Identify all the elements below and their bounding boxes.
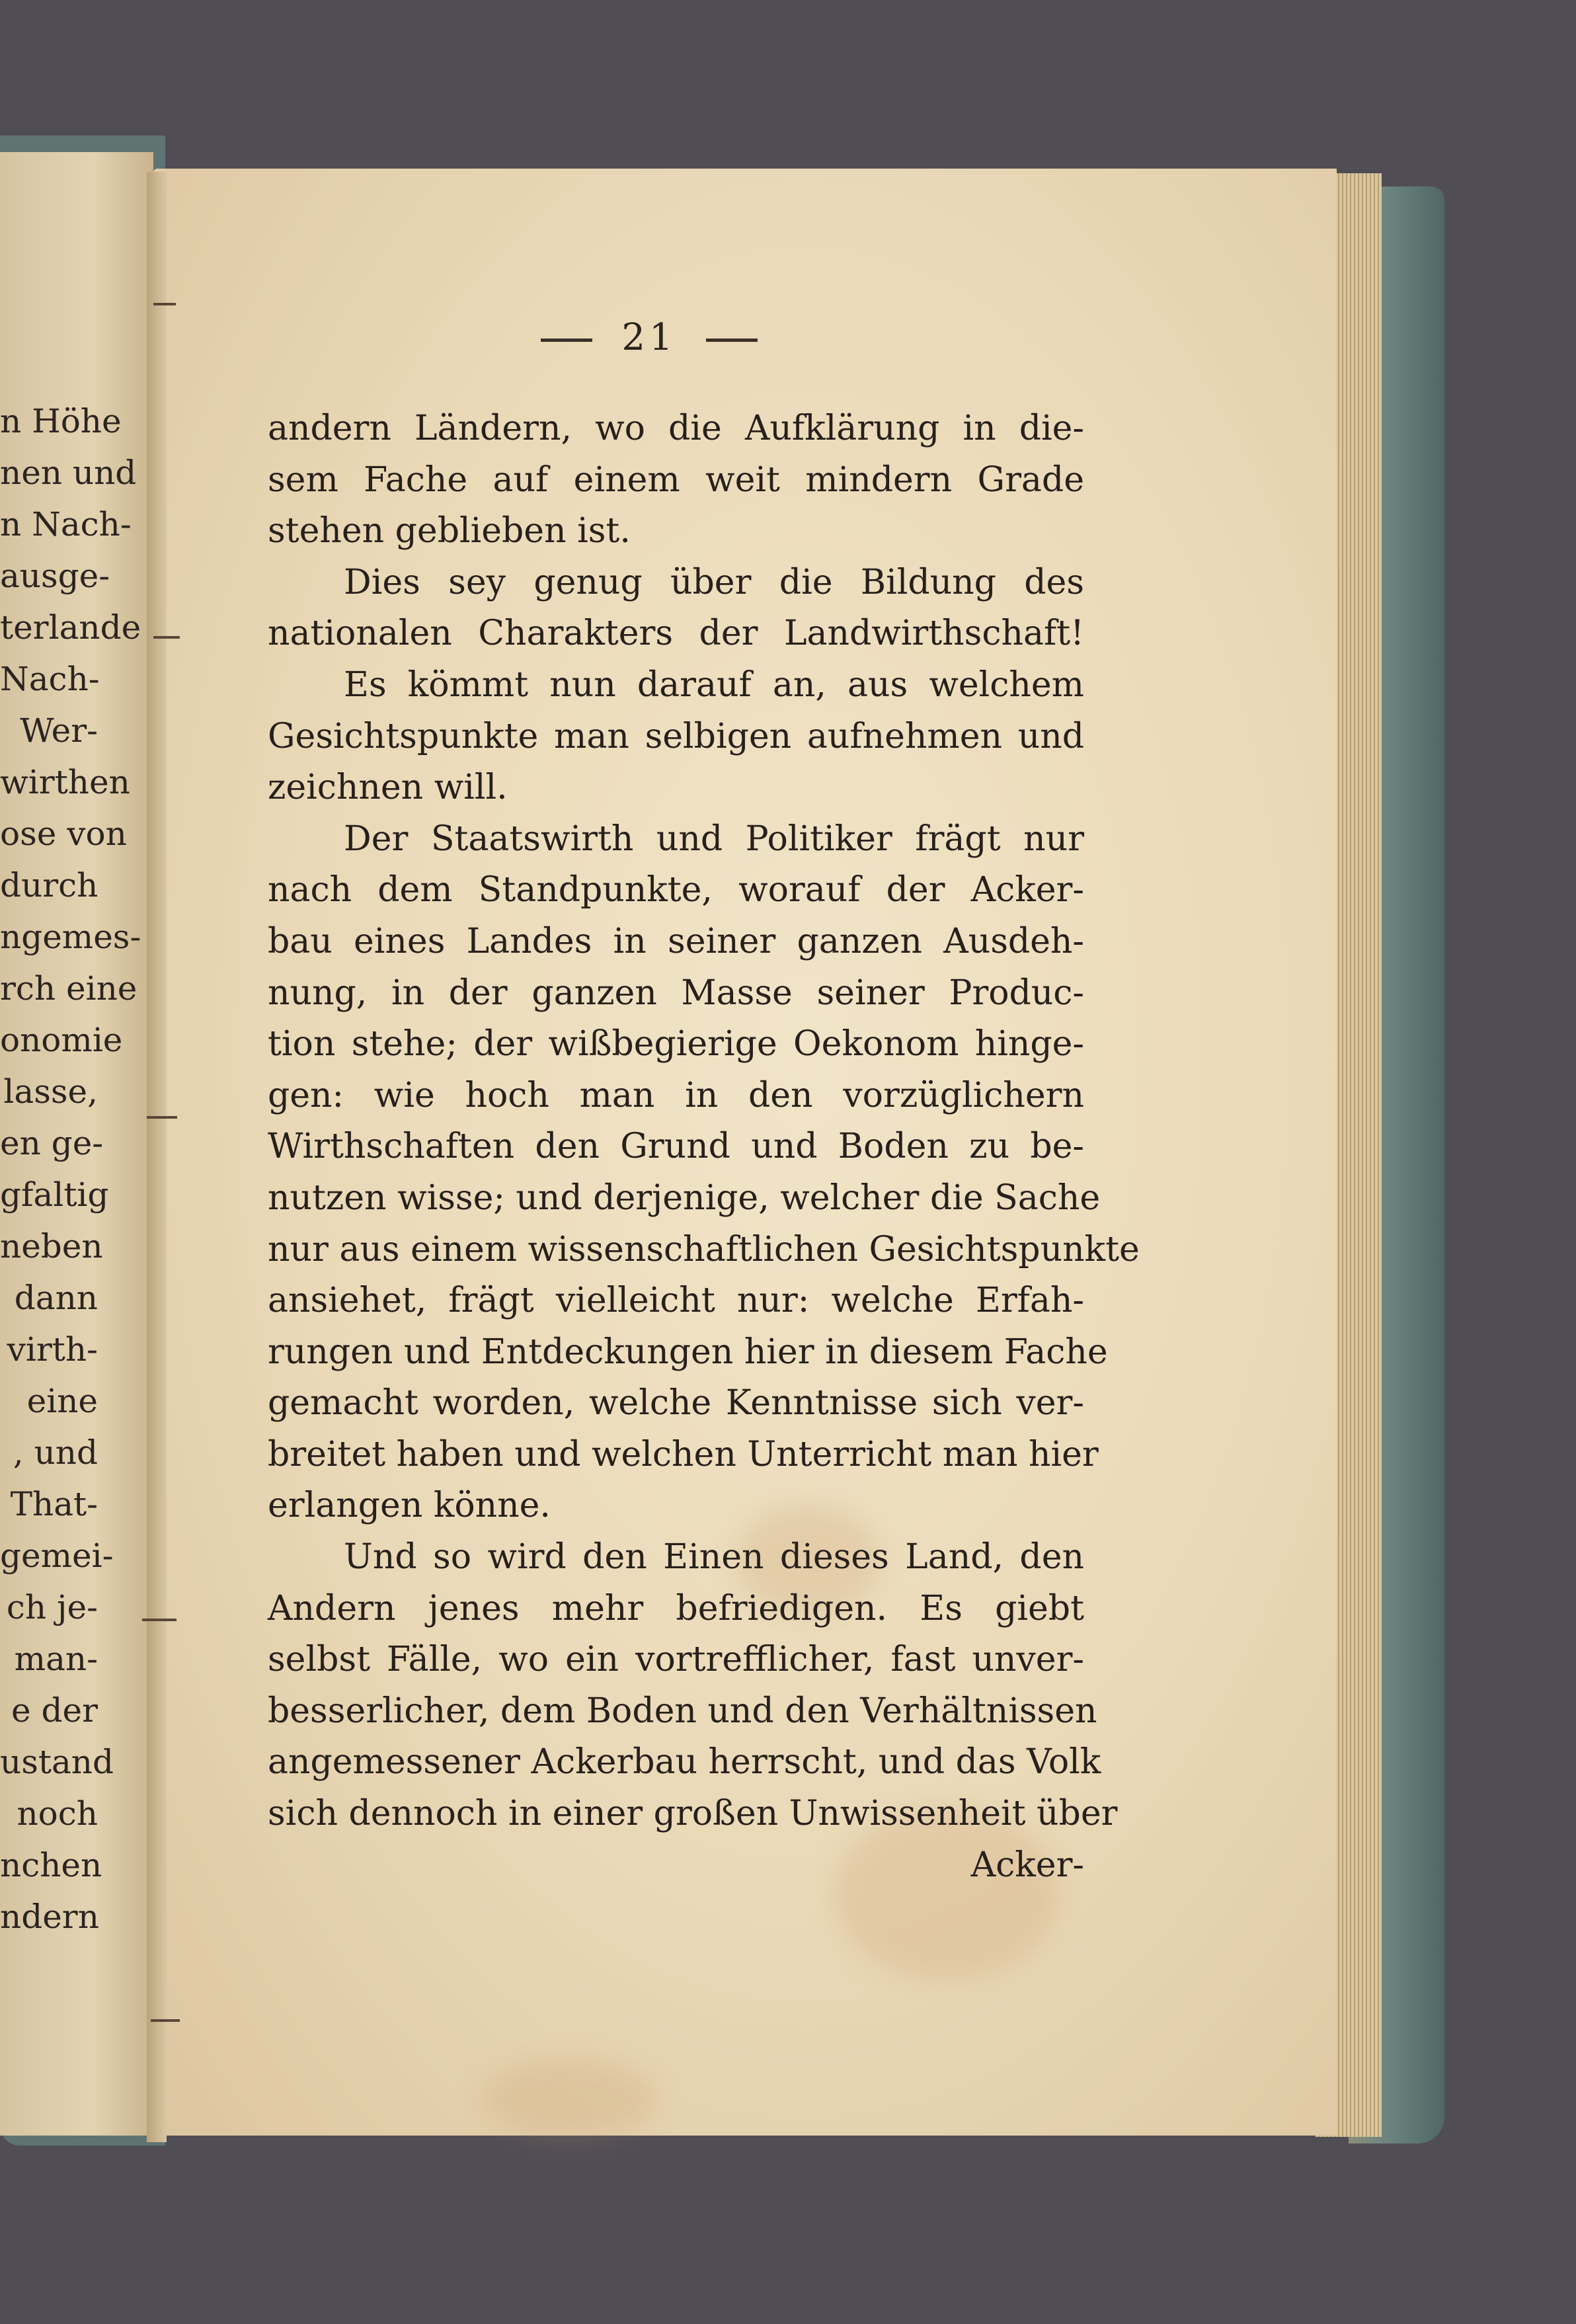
left-line: onomie — [0, 1021, 123, 1059]
text-line: tion stehe; der wißbegierige Oekonom hinge- — [268, 1024, 1084, 1064]
left-line: virth- — [7, 1330, 98, 1369]
left-line: ustand — [0, 1743, 114, 1781]
left-line: ose von — [0, 815, 127, 853]
text-line: Andern jenes mehr befriedigen. Es giebt — [268, 1588, 1084, 1628]
dash-right — [706, 339, 758, 342]
text-line: sich dennoch in einer großen Unwissenheit über — [268, 1794, 1118, 1834]
margin-mark — [153, 636, 180, 639]
left-line: ndern — [0, 1898, 99, 1936]
margin-mark — [142, 1619, 177, 1621]
margin-mark — [151, 2019, 180, 2022]
text-line: Gesichtspunkte man selbigen aufnehmen und — [268, 716, 1084, 756]
paragraph — [268, 660, 1084, 814]
text-line: nach dem Standpunkte, worauf der Acker- — [268, 870, 1084, 910]
text-line: Der Staatswirth und Politiker frägt nur — [344, 819, 1084, 859]
left-line: e der — [11, 1691, 98, 1730]
body-text — [268, 403, 1140, 1891]
left-line: neben — [0, 1227, 103, 1265]
left-line: lasse, — [3, 1072, 98, 1111]
left-line: , und — [13, 1433, 98, 1472]
left-line: gfaltig — [0, 1176, 109, 1214]
text-line: rungen und Entdeckungen hier in diesem Fache — [268, 1332, 1108, 1372]
text-line: nationalen Charakters der Landwirthschaft! — [268, 614, 1084, 654]
left-line: eine — [26, 1382, 98, 1420]
paragraph — [268, 557, 1084, 660]
left-line: n Nach- — [0, 505, 132, 543]
text-line: sem Fache auf einem weit mindern Grade — [268, 460, 1084, 500]
margin-mark — [153, 303, 176, 305]
left-line: ngemes- — [0, 918, 141, 956]
left-line: ch je- — [6, 1588, 98, 1626]
text-line: Wirthschaften den Grund und Boden zu be- — [268, 1127, 1084, 1167]
paragraph — [268, 814, 1140, 1532]
text-line: nung, in der ganzen Masse seiner Produc- — [268, 973, 1084, 1013]
margin-mark — [147, 1116, 177, 1119]
paragraph — [268, 403, 1084, 557]
left-line: nchen — [0, 1846, 102, 1884]
text-line: zeichnen will. — [268, 768, 508, 808]
text-line: andern Ländern, wo die Aufklärung in die- — [268, 409, 1084, 448]
text-line: nutzen wisse; und derjenige, welcher die Sache — [268, 1178, 1101, 1218]
text-line: breitet haben und welchen Unterricht man hier — [268, 1434, 1099, 1474]
text-line: gemacht worden, welche Kenntnisse sich ver- — [268, 1383, 1084, 1423]
left-line: Wer- — [20, 711, 98, 750]
left-line: nen und — [0, 454, 137, 492]
dash-left — [541, 339, 592, 342]
left-line: gemei- — [0, 1537, 114, 1575]
text-line: ansiehet, frägt vielleicht nur: welche Erfah- — [268, 1281, 1084, 1321]
text-line: besserlicher, dem Boden und den Verhältnissen — [268, 1691, 1097, 1731]
left-line: en ge- — [0, 1124, 104, 1162]
left-line: durch — [0, 866, 98, 904]
left-line: man- — [14, 1640, 98, 1678]
left-line: terlande — [0, 608, 141, 647]
text-line: bau eines Landes in seiner ganzen Ausdeh- — [268, 921, 1084, 961]
left-line: wirthen — [0, 763, 130, 801]
page-number-text: 21 — [621, 316, 677, 359]
text-line: Es kömmt nun darauf an, aus welchem — [344, 664, 1084, 705]
text-line: erlangen könne. — [268, 1486, 551, 1526]
left-line: ausge- — [0, 557, 110, 595]
text-line: selbst Fälle, wo ein vortrefflicher, fast unver- — [268, 1640, 1084, 1680]
page-number — [153, 316, 1145, 359]
left-page-text — [0, 395, 141, 1943]
text-line: Dies sey genug über die Bildung des — [344, 562, 1084, 602]
gutter — [147, 172, 167, 2142]
left-line: dann — [14, 1279, 98, 1317]
text-line: angemessener Ackerbau herrscht, und das Volk — [268, 1742, 1101, 1783]
left-line: n Höhe — [0, 402, 122, 440]
paragraph — [268, 1532, 1118, 1840]
left-line: rch eine — [0, 969, 138, 1008]
text-line: Und so wird den Einen dieses Land, den — [344, 1537, 1084, 1578]
catchword: Acker- — [970, 1845, 1084, 1885]
left-line: Nach- — [0, 660, 100, 698]
text-line: nur aus einem wissenschaftlichen Gesichtspunkte — [268, 1229, 1140, 1269]
text-line: gen: wie hoch man in den vorzüglichern — [268, 1075, 1084, 1115]
left-line: noch — [17, 1794, 98, 1833]
left-line: That- — [10, 1485, 98, 1523]
text-line: stehen geblieben ist. — [268, 511, 631, 551]
